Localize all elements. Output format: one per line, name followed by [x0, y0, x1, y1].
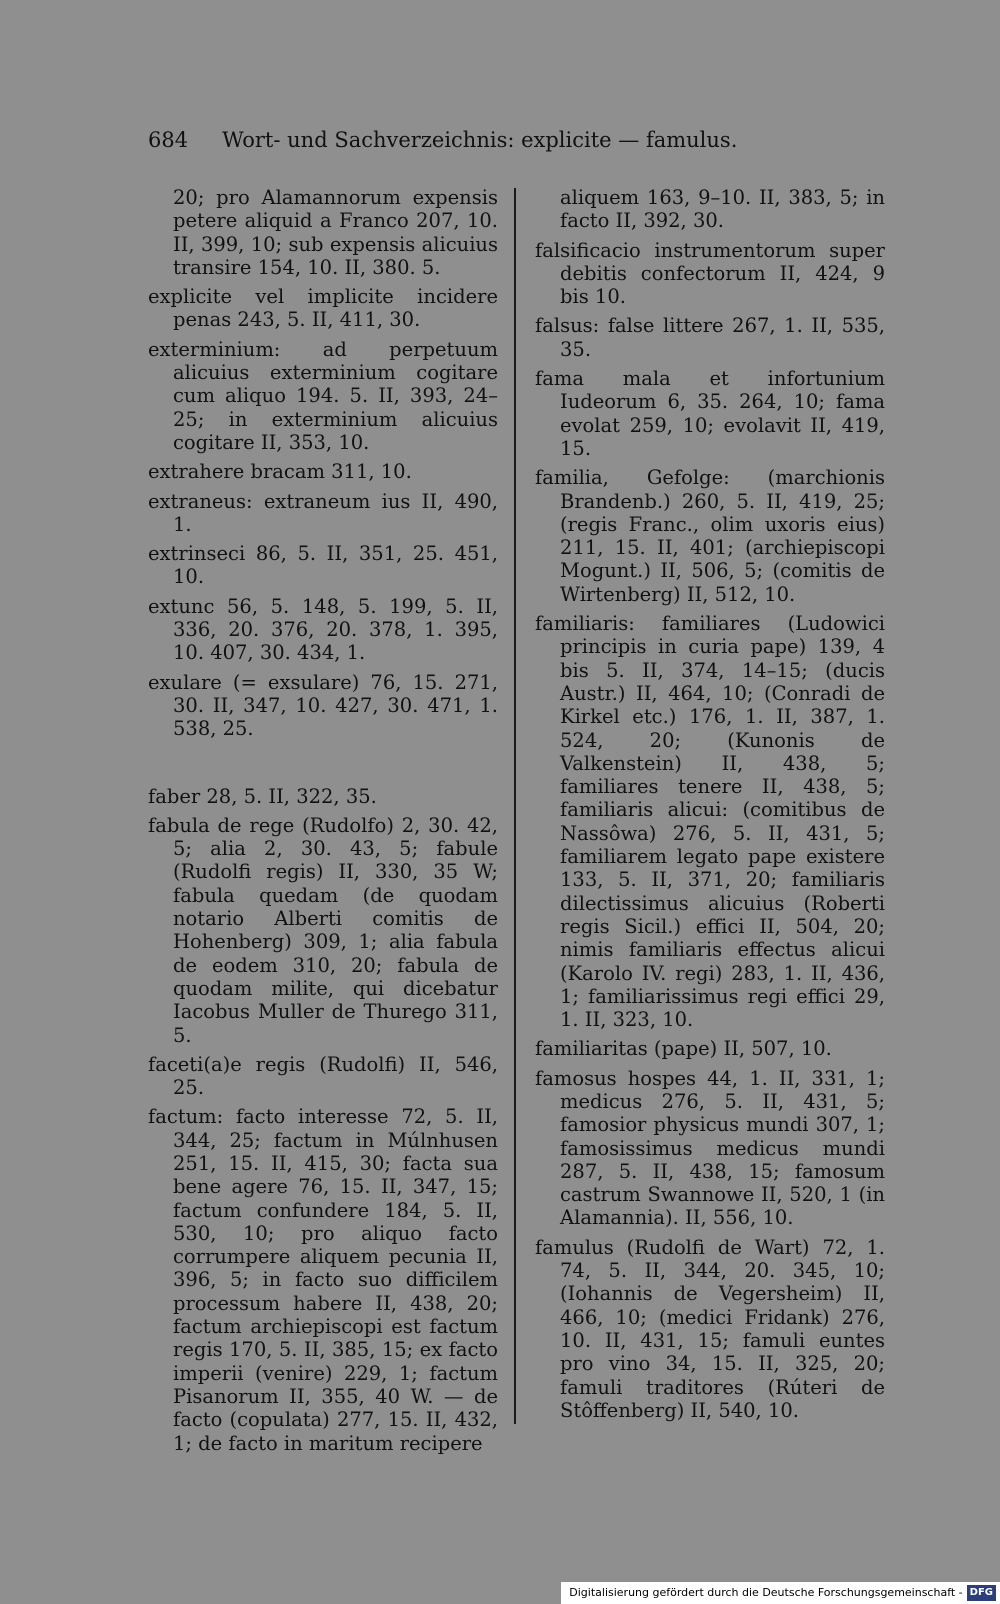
- index-entry: falsificacio instrumentorum super debitis confectorum II, 424, 9 bis 10.: [535, 238, 885, 309]
- index-entry: extunc 56, 5. 148, 5. 199, 5. II, 336, 20. 376, 20. 378, 1. 395, 10. 407, 30. 434, 1.: [148, 594, 498, 665]
- index-entry: famosus hospes 44, 1. II, 331, 1; medicus 276, 5. II, 431, 5; famosior physicus mundi 307, 1; famosissimus medicus mundi 287, 5. II, 438, 15; famosum castrum Swannowe II, 520, 1 (in Alamannia). II, 556, 10.: [535, 1066, 885, 1230]
- index-entry: 20; pro Alamannorum expensis petere aliquid a Franco 207, 10. II, 399, 10; sub expensis alicuius transire 154, 10. II, 380. 5.: [173, 186, 498, 279]
- index-entry: falsus: false littere 267, 1. II, 535, 35.: [535, 314, 885, 361]
- index-entry: aliquem 163, 9–10. II, 383, 5; in facto II, 392, 30.: [560, 186, 885, 233]
- index-entry: familia, Gefolge: (marchionis Brandenb.) 260, 5. II, 419, 25; (regis Franc., olim uxoris eius) 211, 15. II, 401; (archiepiscopi Mogunt.) II, 506, 5; (comitis de Wirtenberg) II, 512, 10.: [535, 466, 885, 606]
- index-entry: fabula de rege (Rudolfo) 2, 30. 42, 5; alia 2, 30. 43, 5; fabule (Rudolfi regis) II, 330, 35 W; fabula quedam (de quodam notario Alberti comitis de Hohenberg) 309, 1; alia fabula de eodem 310, 20; fabula de quodam milite, qui dicebatur Iacobus Muller de Thurego 311, 5.: [148, 813, 498, 1047]
- running-title: Wort- und Sachverzeichnis: explicite — famulus.: [222, 128, 738, 152]
- index-entry: extraneus: extraneum ius II, 490, 1.: [148, 489, 498, 536]
- column-divider: [514, 188, 516, 1424]
- left-column: [148, 186, 498, 1461]
- dfg-logo: DFG: [967, 1585, 996, 1601]
- index-entry: factum: facto interesse 72, 5. II, 344, 25; factum in Múlnhusen 251, 15. II, 415, 30; facta sua bene agere 76, 15. II, 347, 15; factum confundere 184, 5. II, 530, 10; pro aliquo facto corrumpere aliquem pecunia II, 396, 5; in facto suo difficilem processum habere II, 438, 20; factum archiepiscopi est factum regis 170, 5. II, 385, 15; ex facto imperii (venire) 229, 1; factum Pisanorum II, 355, 40 W. — de facto (copulata) 277, 15. II, 432, 1; de facto in maritum recipere: [148, 1105, 498, 1455]
- index-entry: extrinseci 86, 5. II, 351, 25. 451, 10.: [148, 542, 498, 589]
- index-entry: extrahere bracam 311, 10.: [148, 460, 412, 484]
- index-entry: familiaris: familiares (Ludowici principis in curia pape) 139, 4 bis 5. II, 374, 14–15; (ducis Austr.) II, 464, 10; (Conradi de Kirkel etc.) 176, 1. II, 387, 1. 524, 20; (Kunonis de Valkenstein) II, 438, 5; familiares tenere II, 438, 5; familiaris alicui: (comitibus de Nassôwa) 276, 5. II, 431, 5; familiarem legato pape existere 133, 5. II, 371, 20; familiaris dilectissimus alicuius (Roberti regis Sicil.) effici II, 504, 20; nimis familiaris effectus alicui (Karolo IV. regi) 283, 1. II, 436, 1; familiarissimus regi effici 29, 1. II, 323, 10.: [535, 612, 885, 1032]
- index-entry: explicite vel implicite incidere penas 243, 5. II, 411, 30.: [148, 285, 498, 332]
- credit-text: Digitalisierung gefördert durch die Deutsche Forschungsgemeinschaft -: [569, 1586, 963, 1599]
- index-entry: exterminium: ad perpetuum alicuius exterminium cogitare cum aliquo 194. 5. II, 393, 24–25; in exterminium alicuius cogitare II, 353, 10.: [148, 337, 498, 454]
- index-entry: faceti(a)e regis (Rudolfi) II, 546, 25.: [148, 1052, 498, 1100]
- index-entry: exulare (= exsulare) 76, 15. 271, 30. II, 347, 10. 427, 30. 471, 1. 538, 25.: [148, 670, 498, 741]
- index-entry: familiaritas (pape) II, 507, 10.: [535, 1037, 832, 1061]
- index-entry: famulus (Rudolfi de Wart) 72, 1. 74, 5. II, 344, 20. 345, 10; (Iohannis de Vegersheim) II, 466, 10; (medici Fridank) 276, 10. II, 431, 15; famuli euntes pro vino 34, 15. II, 325, 20; famuli traditores (Rúteri de Stôffenberg) II, 540, 10.: [535, 1235, 885, 1422]
- page-number: 684: [148, 128, 189, 152]
- digitization-credit: [561, 1582, 1000, 1604]
- running-header: [148, 128, 868, 152]
- right-column: [535, 186, 885, 1428]
- index-entry: faber 28, 5. II, 322, 35.: [148, 784, 377, 808]
- index-entry: fama mala et infortunium Iudeorum 6, 35. 264, 10; fama evolat 259, 10; evolavit II, 419, 15.: [535, 367, 885, 460]
